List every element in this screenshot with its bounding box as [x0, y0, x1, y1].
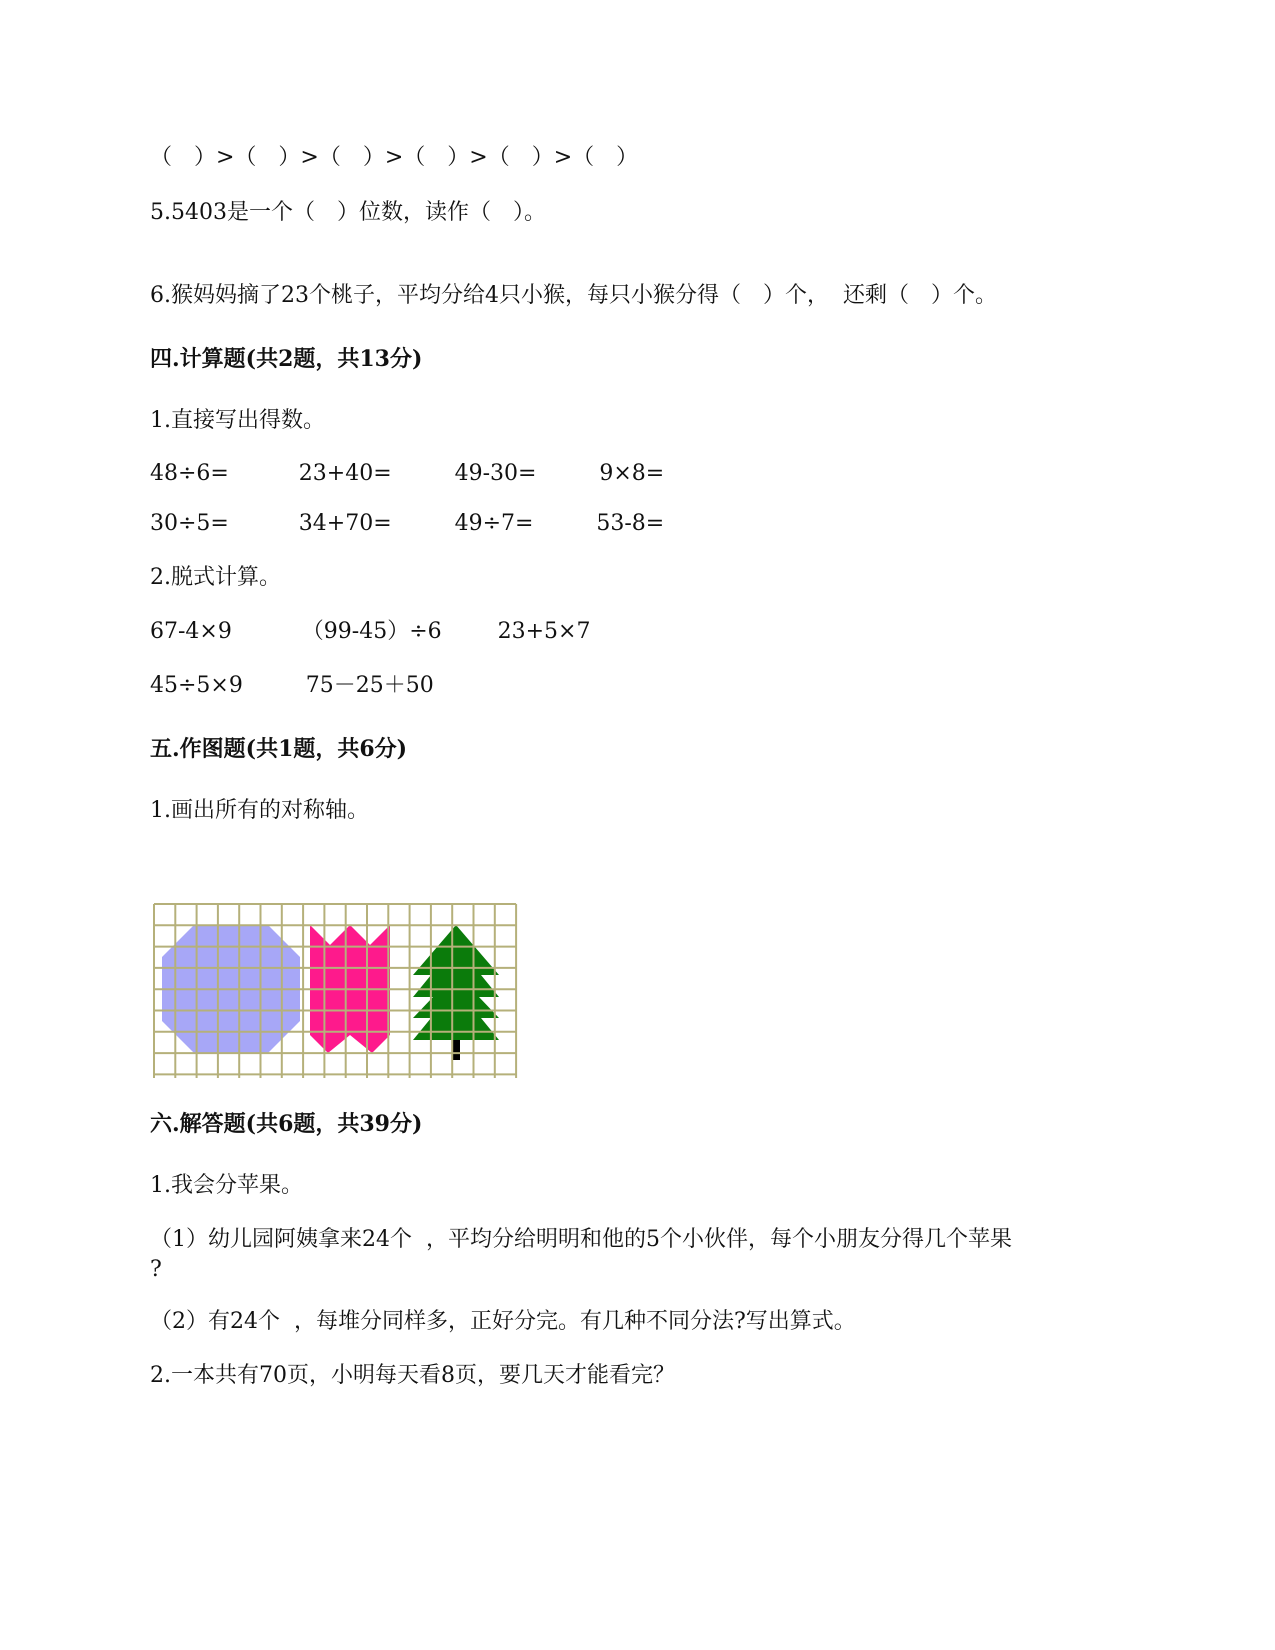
section-6-question-1: 1.我会分苹果。	[150, 1173, 303, 1198]
tree-shape	[413, 925, 499, 1060]
section-4-question-1: 1.直接写出得数。	[150, 408, 325, 433]
section-6-title: 六.解答题(共6题，共39分)	[150, 1111, 423, 1137]
section-6-question-1-part-2: （2）有24个 ，每堆分同样多，正好分完。有几种不同分法?写出算式。	[150, 1309, 856, 1334]
question-5: 5.5403是一个（ ）位数，读作（ ）。	[150, 200, 546, 225]
question-6: 6.猴妈妈摘了23个桃子，平均分给4只小猴，每只小猴分得（ ）个， 还剩（ ）个。	[150, 283, 997, 308]
oral-calc-row-2: 30÷5= 34+70= 49÷7= 53-8=	[150, 511, 665, 536]
section-4-question-2: 2.脱式计算。	[150, 565, 281, 590]
section-6-question-1-part-1: （1）幼儿园阿姨拿来24个 ，平均分给明明和他的5个小伙伴，每个小朋友分得几个苹果	[150, 1227, 1012, 1252]
symmetry-figure	[150, 900, 540, 1085]
step-calc-row-2: 45÷5×9 75－25＋50	[150, 673, 434, 698]
step-calc-row-1: 67-4×9 （99-45）÷6 23+5×7	[150, 619, 591, 644]
comparison-blanks: （ ）>（ ）>（ ）>（ ）>（ ）>（ ）	[150, 145, 639, 170]
oral-calc-row-1: 48÷6= 23+40= 49-30= 9×8=	[150, 461, 665, 486]
section-5-title: 五.作图题(共1题，共6分)	[150, 736, 408, 762]
section-5-question-1: 1.画出所有的对称轴。	[150, 798, 369, 823]
section-6-question-1-part-1-continuation: ?	[150, 1257, 162, 1282]
section-4-title: 四.计算题(共2题，共13分)	[150, 346, 423, 372]
section-6-question-2: 2.一本共有70页，小明每天看8页，要几天才能看完？	[150, 1363, 675, 1388]
